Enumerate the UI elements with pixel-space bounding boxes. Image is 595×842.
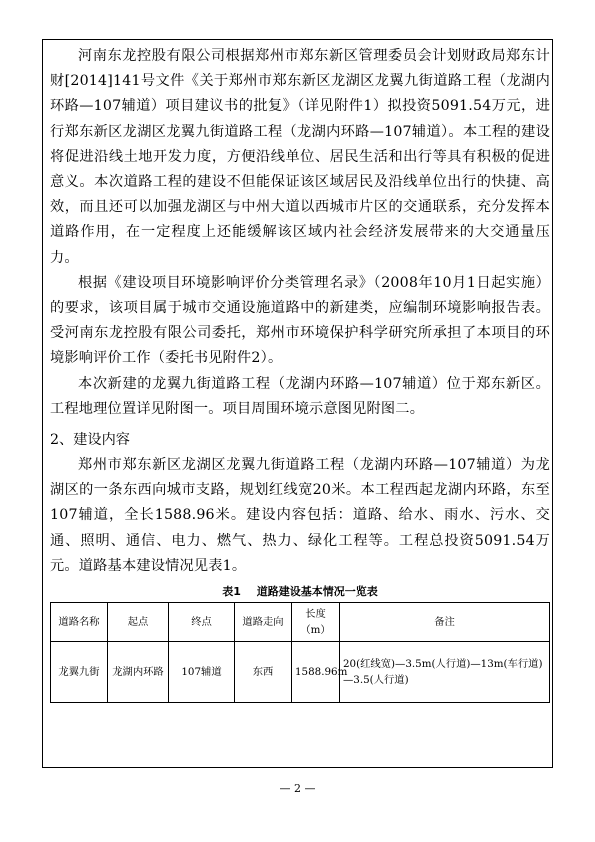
- paragraph-location: 本次新建的龙翼九街道路工程（龙湖内环路—107辅道）位于郑东新区。工程地理位置详见附图一。项目周围环境示意图见附图二。: [50, 375, 550, 417]
- paragraph-construction: 郑州市郑东新区龙湖区龙翼九街道路工程（龙湖内环路—107辅道）为龙湖区的一条东西向城市支路，规划红线宽20米。本工程西起龙湖内环路，东至107辅道，全长1588.96米。建设内容包括：道路、给水、雨水、污水、交通、照明、通信、电力、燃气、热力、绿化工程等。工程总投资5091.54万元。道路基本建设情况见表1。: [50, 457, 550, 574]
- page-number: — 2 —: [279, 782, 316, 795]
- table-header-cell: 终点: [169, 603, 235, 642]
- table-row: [51, 642, 550, 703]
- table-cell: 东西: [235, 642, 292, 703]
- document-body: [50, 44, 550, 703]
- road-info-table: [50, 602, 550, 703]
- table-caption-title: 道路建设基本情况一览表: [256, 585, 378, 599]
- table-header-cell: 长度（m）: [292, 603, 340, 642]
- table-cell: 1588.96m: [292, 642, 340, 703]
- section-heading: 2、建设内容: [50, 432, 130, 449]
- table-cell: 龙湖内环路: [108, 642, 169, 703]
- table-header-cell: 起点: [108, 603, 169, 642]
- paragraph-intro: 河南东龙控股有限公司根据郑州市郑东新区管理委员会计划财政局郑东计财[2014]141号文件《关于郑州市郑东新区龙湖区龙翼九街道路工程（龙湖内环路—107辅道）项目建议书的批复》（详见附件1）拟投资5091.54万元，进行郑东新区龙湖区龙翼九街道路工程（龙湖内环路—107辅道）。本工程的建设将促进沿线土地开发力度，方便沿线单位、居民生活和出行等具有积极的促进意义。本次道路工程的建设不但能保证该区域居民及沿线单位出行的快捷、高效，而且还可以加强龙湖区与中州大道以西城市片区的交通联系，充分发挥本道路作用，在一定程度上还能缓解该区域内社会经济发展带来的大交通量压力。: [50, 48, 550, 266]
- table-header-cell: 道路名称: [51, 603, 108, 642]
- paragraph-classification: 根据《建设项目环境影响评价分类管理名录》（2008年10月1日起实施）的要求，该项目属于城市交通设施道路中的新建类，应编制环境影响报告表。受河南东龙控股有限公司委托，郑州市环境保护科学研究所承担了本项目的环境影响评价工作（委托书见附件2）。: [50, 274, 550, 367]
- table-cell: 107辅道: [169, 642, 235, 703]
- table-caption: [50, 583, 550, 601]
- table-header-row: [51, 603, 550, 642]
- table-cell: 龙翼九街: [51, 642, 108, 703]
- table-caption-number: 表1: [222, 585, 241, 599]
- table-cell-remark: 20(红线宽)—3.5m(人行道)—13m(车行道)—3.5(人行道): [340, 642, 550, 703]
- table-header-cell: 备注: [340, 603, 550, 642]
- table-header-cell: 道路走向: [235, 603, 292, 642]
